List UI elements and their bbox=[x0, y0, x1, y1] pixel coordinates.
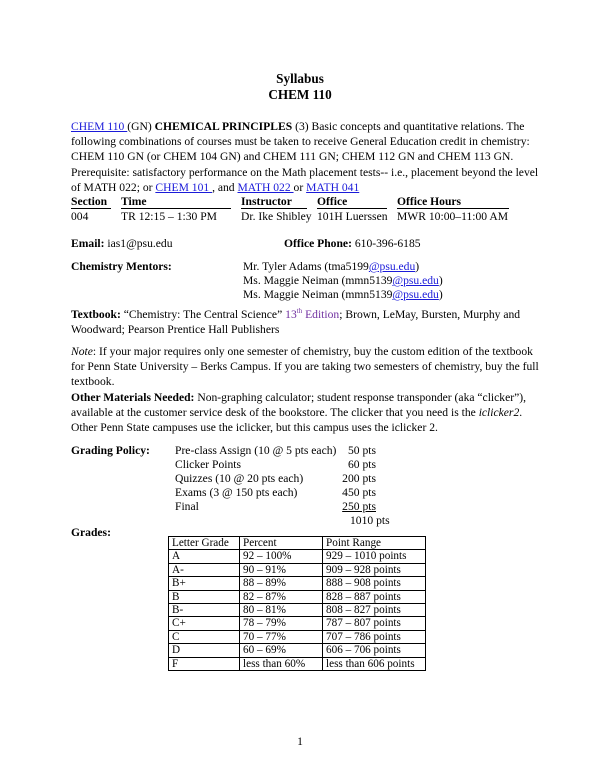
table-header-cell: Percent bbox=[240, 537, 323, 550]
mentor-item: Mr. Tyler Adams (tma5199@psu.edu) bbox=[243, 260, 420, 273]
mentor-email-link[interactable]: @psu.edu bbox=[392, 288, 439, 301]
grading-item-name: Final bbox=[175, 500, 199, 513]
chem-110-link[interactable]: CHEM 110 bbox=[71, 120, 128, 133]
section-value: 004 bbox=[71, 210, 89, 223]
table-header-row bbox=[169, 537, 426, 550]
table-row: D 60 – 69% 606 – 706 points bbox=[169, 644, 426, 657]
grading-item-name: Pre-class Assign (10 @ 5 pts each) bbox=[175, 444, 337, 457]
grading-item-pts: 200 pts bbox=[342, 472, 376, 485]
phone-row: Office Phone: 610-396-6185 bbox=[284, 237, 421, 250]
page-title: Syllabus bbox=[276, 71, 324, 86]
table-row: B+ 88 – 89% 888 – 908 points bbox=[169, 577, 426, 590]
col-instructor-header: Instructor bbox=[241, 195, 292, 208]
col-office-header: Office bbox=[317, 195, 348, 208]
mentor-item: Ms. Maggie Neiman (mmn5139@psu.edu) bbox=[243, 288, 443, 301]
table-row: A- 90 – 91% 909 – 928 points bbox=[169, 563, 426, 576]
grading-item-name: Quizzes (10 @ 20 pts each) bbox=[175, 472, 304, 485]
office-value: 101H Luerssen bbox=[317, 210, 388, 223]
email-row: Email: ias1@psu.edu bbox=[71, 237, 173, 250]
table-row: B- 80 – 81% 808 – 827 points bbox=[169, 604, 426, 617]
table-row: A 92 – 100% 929 – 1010 points bbox=[169, 550, 426, 563]
textbook-paragraph: Textbook: “Chemistry: The Central Science” 13th Edition; Brown, LeMay, Bursten, Murphy and Woodward; Pearson Prentice Hall Publishers bbox=[71, 307, 521, 337]
grading-label: Grading Policy: bbox=[71, 444, 150, 457]
grading-item-name: Exams (3 @ 150 pts each) bbox=[175, 486, 298, 499]
mentor-email-link[interactable]: @psu.edu bbox=[392, 274, 439, 287]
math-041-link[interactable]: MATH 041 bbox=[306, 180, 360, 194]
col-time-header: Time bbox=[121, 195, 147, 208]
note-paragraph: Note: If your major requires only one semester of chemistry, buy the custom edition of the textbook for Penn State University – Berks Campus. If you are taking two semesters of chemistry, buy the full textbook. bbox=[71, 345, 539, 389]
grading-item-pts: 60 pts bbox=[347, 458, 376, 471]
math-022-link[interactable]: MATH 022 bbox=[237, 180, 294, 194]
table-header-cell: Point Range bbox=[323, 537, 426, 550]
col-hours-header: Office Hours bbox=[397, 195, 462, 208]
table-row: C 70 – 77% 707 – 786 points bbox=[169, 630, 426, 643]
instructor-value: Dr. Ike Shibley bbox=[241, 210, 312, 223]
table-row: B 82 – 87% 828 – 887 points bbox=[169, 590, 426, 603]
table-row: F less than 60% less than 606 points bbox=[169, 657, 426, 670]
time-value: TR 12:15 – 1:30 PM bbox=[121, 210, 217, 223]
grading-item-pts: 50 pts bbox=[347, 444, 376, 457]
grading-item-pts: 250 pts bbox=[342, 500, 376, 513]
mentor-item: Ms. Maggie Neiman (mmn5139@psu.edu) bbox=[243, 274, 443, 287]
grades-label: Grades: bbox=[71, 526, 111, 539]
materials-paragraph: Other Materials Needed: Non-graphing calculator; student response transponder (aka “clicker”), available at the customer service desk of the bookstore. The clicker that you need is the iclicker2. Other Penn State campuses use the iclicker, but this campus uses the iclicker 2. bbox=[71, 391, 526, 435]
table-row: C+ 78 – 79% 787 – 807 points bbox=[169, 617, 426, 630]
chem-101-link[interactable]: CHEM 101 bbox=[155, 180, 213, 194]
course-name: CHEMICAL PRINCIPLES bbox=[154, 120, 293, 133]
phone-value: 610-396-6185 bbox=[354, 237, 421, 250]
mentor-email-link[interactable]: @psu.edu bbox=[368, 260, 416, 273]
email-value: ias1@psu.edu bbox=[107, 237, 173, 250]
table-header-cell: Letter Grade bbox=[169, 537, 240, 550]
page-number: 1 bbox=[297, 735, 303, 748]
grading-item-pts: 450 pts bbox=[342, 486, 376, 499]
course-code-heading: CHEM 110 bbox=[268, 87, 332, 102]
grades-table bbox=[168, 536, 426, 671]
course-description: CHEM 110 (GN) CHEMICAL PRINCIPLES (3) Basic concepts and quantitative relations. The following combinations of courses must be taken to receive General Education credit in chemistry: CHEM 110 GN (or CHEM 104 GN) and CHEM 111 GN; CHEM 112 GN and CHEM 113 GN. Prerequisite: satisfactory performance on the Math placement tests-- i.e., placement beyond the level of MATH 022; or CHEM 101 , and MATH 022 or MATH 041 bbox=[71, 120, 539, 194]
grading-total: 1010 pts bbox=[350, 514, 390, 527]
edition-number: 13 bbox=[285, 308, 297, 321]
mentors-label: Chemistry Mentors: bbox=[71, 260, 172, 273]
col-section-header: Section bbox=[71, 195, 108, 208]
clicker-model: iclicker2 bbox=[478, 406, 520, 420]
grading-item-name: Clicker Points bbox=[175, 458, 242, 471]
hours-value: MWR 10:00–11:00 AM bbox=[397, 210, 509, 223]
